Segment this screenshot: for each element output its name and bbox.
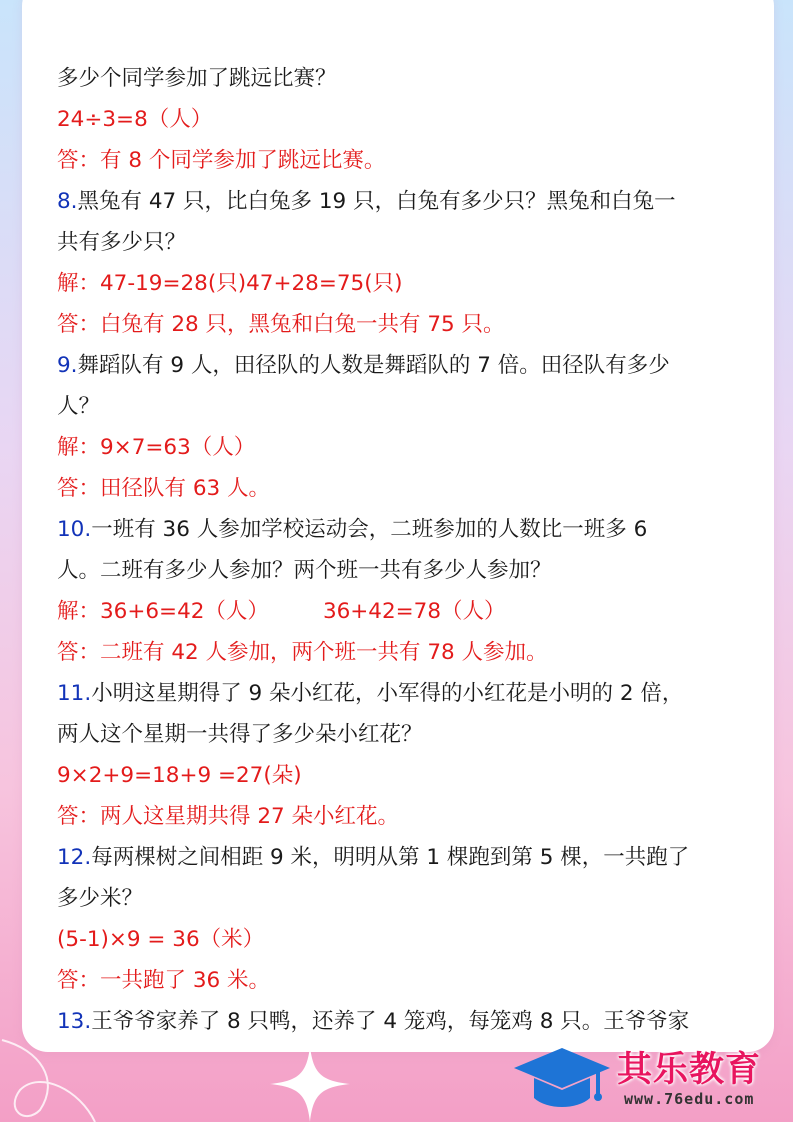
question-line — [57, 1001, 747, 1042]
answer-text: 答：两人这星期共得 27 朵小红花。 — [57, 804, 400, 829]
answer-line — [57, 591, 747, 632]
answer-text: 24÷3=8（人） — [57, 107, 213, 132]
answer-line — [57, 919, 747, 960]
answer-text: 答：二班有 42 人参加，两个班一共有 78 人参加。 — [57, 640, 548, 665]
answer-line — [57, 468, 747, 509]
logo-url: www.76edu.com — [624, 1090, 755, 1108]
question-line — [57, 673, 747, 714]
answer-text: 答：有 8 个同学参加了跳远比赛。 — [57, 148, 386, 173]
question-line — [57, 714, 747, 755]
answer-line — [57, 304, 747, 345]
logo-name: 其乐教育 — [617, 1050, 762, 1090]
question-text: 人？ — [57, 394, 101, 419]
answer-line — [57, 99, 747, 140]
answer-text: (5-1)×9 = 36（米） — [57, 927, 265, 952]
question-line — [57, 181, 747, 222]
answer-line — [57, 140, 747, 181]
answer-line — [57, 960, 747, 1001]
answer-line — [57, 632, 747, 673]
answer-text: 36+42=78（人） — [322, 599, 506, 624]
question-line — [57, 550, 747, 591]
answer-line — [57, 796, 747, 837]
question-text: 每两棵树之间相距 9 米，明明从第 1 棵跑到第 5 棵，一共跑了 — [91, 845, 690, 870]
answer-text: 解：47-19=28(只)47+28=75(只) — [57, 271, 403, 296]
question-text: 人。二班有多少人参加？两个班一共有多少人参加？ — [57, 558, 552, 583]
question-text: 多少个同学参加了跳远比赛？ — [57, 66, 337, 91]
question-text: 共有多少只？ — [57, 230, 187, 255]
question-number: 10. — [57, 517, 92, 542]
answer-text: 答：白兔有 28 只，黑兔和白兔一共有 75 只。 — [57, 312, 505, 337]
question-number: 13. — [57, 1009, 92, 1034]
question-line — [57, 509, 747, 550]
answer-text: 解：9×7=63（人） — [57, 435, 256, 460]
answer-text: 解：36+6=42（人） — [57, 599, 269, 624]
answer-line — [57, 755, 747, 796]
question-text: 小明这星期得了 9 朵小红花，小军得的小红花是小明的 2 倍， — [91, 681, 684, 706]
question-line — [57, 386, 747, 427]
question-line — [57, 345, 747, 386]
question-text: 黑兔有 47 只，比白兔多 19 只，白兔有多少只？黑兔和白兔一 — [77, 189, 676, 214]
sparkle-icon — [270, 1046, 350, 1122]
question-number: 8. — [57, 189, 78, 214]
graduation-cap-icon — [512, 1042, 612, 1114]
answer-text: 答：田径队有 63 人。 — [57, 476, 271, 501]
question-line — [57, 58, 747, 99]
question-number: 11. — [57, 681, 92, 706]
question-line — [57, 837, 747, 878]
answer-line — [57, 427, 747, 468]
question-text: 多少米？ — [57, 886, 144, 911]
worksheet-content — [57, 58, 747, 1042]
question-text: 一班有 36 人参加学校运动会，二班参加的人数比一班多 6 — [91, 517, 648, 542]
question-text: 两人这个星期一共得了多少朵小红花？ — [57, 722, 423, 747]
answer-text: 9×2+9=18+9 =27(朵) — [57, 763, 302, 788]
question-text: 舞蹈队有 9 人，田径队的人数是舞蹈队的 7 倍。田径队有多少 — [77, 353, 670, 378]
question-line — [57, 878, 747, 919]
answer-line — [57, 263, 747, 304]
question-line — [57, 222, 747, 263]
question-number: 12. — [57, 845, 92, 870]
brand-logo — [512, 1040, 787, 1118]
answer-text: 答：一共跑了 36 米。 — [57, 968, 271, 993]
question-number: 9. — [57, 353, 78, 378]
question-text: 王爷爷家养了 8 只鸭，还养了 4 笼鸡，每笼鸡 8 只。王爷爷家 — [91, 1009, 690, 1034]
